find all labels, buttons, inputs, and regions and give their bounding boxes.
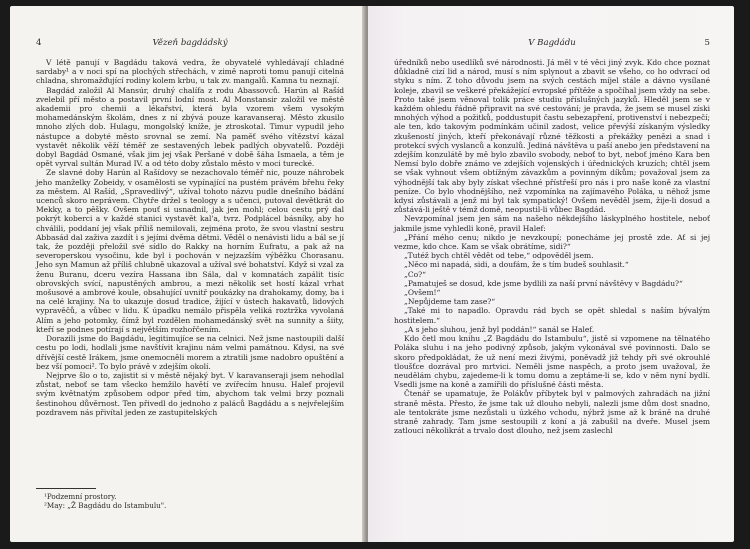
book-spread	[4, 6, 744, 544]
paragraph: „Něco mi napadá, sidi, a doufám, že s tím budeš souhlasit.“	[404, 260, 629, 270]
paragraph: „Přání mého cenu; nikdo je nevzkoupí; ponecháme jej prostě zde. Ať si jej vezme, kdo chce. Kam se však obrátíme, sidi?“	[394, 232, 710, 252]
left-page-header	[36, 38, 344, 52]
paragraph: „Co?“	[404, 269, 426, 279]
paragraph: „Nepůjdeme tam zase?“	[404, 297, 496, 307]
footnotes	[36, 488, 344, 510]
right-page-header	[394, 38, 710, 52]
right-page-text	[394, 58, 710, 435]
paragraph: úředníků nebo usedlíků své národnosti. Já měl v té věci jiný zvyk. Kdo chce poznat důkladně cizí lid a národ, musí s ním splynout a zbavit se všeho, co ho odvrací od styku s ním. Z toho důvodu jsem na svých cestách míjel stále a dávno vysílané koleje, zbavil se veškeré překážející evropské přítěže a spočíhal jsem vždy na sebe. Proto také jsem věnoval tolik práce studiu příslušných jazyků. Hleděl jsem se v každém ohledu řádně připravit na své cestování; je pravda, že jsem se musel získi mnohých výhod a požitků, poddustupit častu sebezapření, protivenství i nebezpečí; ale ten, kdo takovým podmínkám učinil zadost, velice převýší získaným výsledky zkušeností jiných, kteří překonávají různé těžkosti a překážky penězi a snad i protekcí svých vyslanců a konzulů. Jediná návštěva u paší anebo jen představení na zdejším konzulátě by mě bylo zbavilo svobody, neboť to byt, neboť jméno Kara ben Nemsí bylo dobře známo ve zdejších vojenských i úřednických kruzích; chtěl jsem se však vyhnout všem obtížným závazkům a povinným díkům; považoval jsem za výhodnější tak aby byly získat všechné přístřeší pro nás i pro naše koně za vlastní peníze. Co bylo vhodnějšího, než vzpomínka na zajímavého Poláka, u něhož jsme kdysi zůstávali a jenž mi byl tak sympatický! Ovšem nevěděl jsem, žije-li dosud a zůstává-li ještě v témž domě, neopustil-li vůbec Bagdád.	[394, 58, 710, 215]
paragraph: „Také mi to napadlo. Opravdu rád bych se opět shledal s naším bývalým hostitelem.“	[394, 306, 710, 325]
paragraph: „A s jeho sluhou, jenž byl poddán!“ sanál se Halef.	[404, 324, 595, 334]
footnote: ¹Podzemní prostory.	[44, 492, 117, 501]
paragraph: „Ovšem!“	[404, 288, 441, 298]
paragraph: Ze slavné doby Harún al Rašídovy se nezachovalo téměř nic, pouze náhrobek jeho manželky Zobeidy, v osamělosti se vypínající na pustém právém břehu řeky za městem. Al Rašíd, „Spravedlivý“, užíval tohoto názvu pudle dnešního bádání ucenců skoro neprávem. Chytře držel s teology a s učenci, putoval devětkrát do Mekky, a to pěšky. Ovšem pouť si usnadnil, jak jen mohl; celou cestu prý dal pokrýt koberci a v každé stanici vystavět kal'a, tvrz. Podplácel básníky, aby ho chválili, poddaní jej však příliš nemilovali, zejména proto, že svou vlastní sestru Abbasád dal zaživa zazdít i s jejími dvěma dětmi. Věděl o nenávisti lidu a bál se jí tak, že později přeložil své sídlo do Rakky na horním Eufratu, a pak až na severoperskou vysočinu, kde byl i pochován v nejzazším výběžku Chorasanu. Jeho syn Mamun až příliš chlubně ukazoval a užíval své bohatství. Když si vzal za ženu Buranu, dceru vezíra Hassana ibn Sála, dal v komnatách zapálit tisíc obrovských svící, napustěných ambrou, a mezi několik set hostí kázal vrhat mošusové a ambrové koule, obsahující uvnitř poukázky na drahokamy, domy, ba i na celé krajiny. Na to ukazuje dosud tradice, žijící v ústech hakavatů, lidových vypravěčů, a vůbec v lidu. K úpadku nemálo přispěla veliká roztržka vyvolaná Alím a jeho potomky, čímž byl rozdělen mohamedánský svět na sunnity a šiity, kteří se podnes potírají s největším rozhořčením.	[36, 168, 344, 334]
paragraph: Kdo četl mou knihu „Z Bagdádu do Istambulu“, jistě si vzpomene na tělnatého Poláka sluhu i na jeho podivný způsob, jakým vykonával své povinnosti. Dalo se skoro předpokládat, že už není mezi živými, poněvadž již tehdy při své okrouhlé tloušťce dozrával pro mrtvici. Neměli jsme naspěch, a proto jsem uvažoval, že neudělám chybu, zajedeme-li k tomu domu a zeptáme-li se, kdo v něm nyní bydlí. Vsedli jsme na koně a zamířili do příslušné části města.	[394, 334, 710, 390]
right-running-title: V Bagdádu	[528, 38, 576, 48]
left-page-number: 4	[36, 38, 42, 48]
left-running-title: Vězeň bagdádský	[152, 38, 228, 48]
right-page-number: 5	[704, 38, 710, 48]
footnote-rule	[36, 488, 96, 489]
paragraph: „Pamatuješ se dosud, kde jsme bydlili za naší první návštěvy v Bagdádu?“	[404, 278, 683, 288]
paragraph: V létě panují v Bagdádu taková vedra, že obyvatelé vyhledávají chladné sardaby¹ a v noci spí na plochých střechách, v zimě naproti tomu panují citelná chladna, shromažďující rodiny kolem krbu, u tak zv. mangalů. Kamna tu neznají.	[36, 58, 344, 86]
left-page	[10, 6, 366, 542]
left-page-text	[36, 58, 344, 417]
paragraph: Čtenář se upamatuje, že Polákův příbytek byl v palmových zahradách na jižní straně města. Přesto, že jsme tak už dlouho nebyli, nalezli jsme dům dost snadno, ale tentokráte jsme nezůstali u úzkého vchodu, nýbrž jsme až k bráně na druhé straně zahrady. Tam jsme sestoupili z koní a já zabušil na dveře. Musel jsem zatlouci několikrát a trvalo dost dlouho, než jsem zaslechl	[394, 389, 710, 436]
footnote: ²May: „Ž Bagdádu do Istambulu".	[44, 501, 167, 510]
right-page	[368, 6, 734, 542]
paragraph: Nejprve šlo o to, zajistit si v městě nějaký byt. V karavanseraji jsem nehodlal zůstat, neboť se tam všecko hemžilo havětí ve zvířecím hnusu. Halef projevil svým květnatým způsobem odpor před tím, abychom tak velmi brzy poznali šestinohou důvěrnost. Ten přivedl do jednoho z paláců Bagdádu a s nejvřelejším pozdravem nás přivítal jeden ze zastupitelských	[36, 370, 344, 417]
paragraph: „Tutéž bych chtěl vědět od tebe,“ odpověděl jsem.	[404, 251, 594, 261]
paragraph: Nevzpomínal jsem jen sám na našeho někdejšího láskyplného hostitele, neboť jakmile jsme vyhledli koně, pravil Halef:	[394, 214, 710, 233]
paragraph: Dorazili jsme do Bagdádu, legitimujíce se na celnici. Než jsme nastoupili další cestu po lodi, hodlali jsme navštívit krajinu nám velmi památnou. Kdysi, na své dřívější cestě Irákem, jsme onemocněli morem a ztratili jsme nadobro opuštění a bez vší pomoci². To bylo právě v zdejším okolí.	[36, 334, 344, 371]
paragraph: Bagdád založil Al Mansúr, druhý chalífa z rodu Abassovců. Harún al Rašíd zvelebil pří město a postavil první lodní most. Al Monstansir založil ve městě akademii pro chemii a lékařství, která byla vzorem všem vysokým mohamedánským školám, dnes z ní zbývá pouze karavanseraj. Město zkusilo mnoho zlých dob. Hulagu, mongolský kníže, je ztroskotal. Timur vypudil jeho nástupce a dobyté město srovnal se zemí. Na paměť svého vítězství kázal vystavět několik věží téměř ze sestavených lebek padlých obyvatelů. Později dobyl Bagdád Osmané, však jim jej však Peršané v době šáha Ismaela, a těm je opět vyrval sultán Murad IV. a od této doby zůstalo město v moci turecké.	[36, 85, 344, 169]
